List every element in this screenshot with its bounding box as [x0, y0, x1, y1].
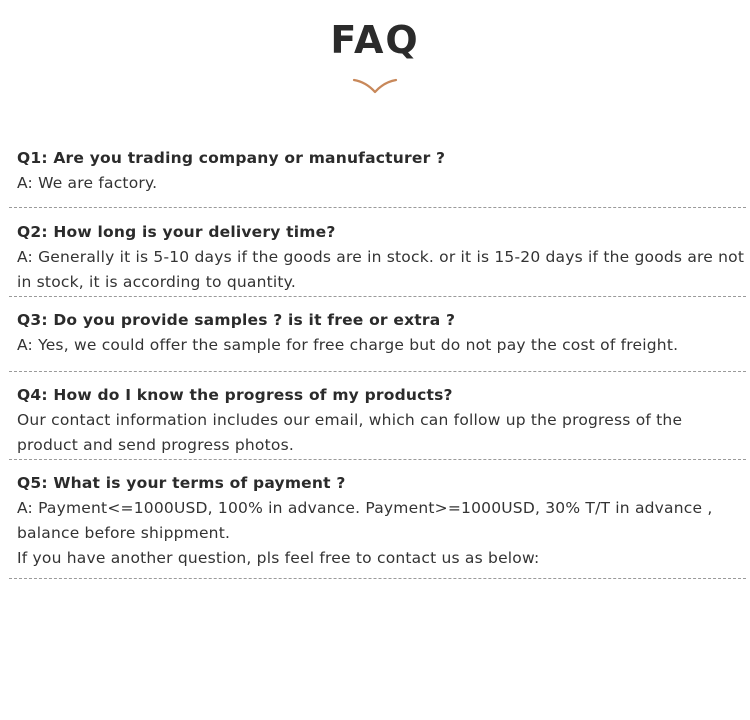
faq-item-4: [9, 372, 746, 460]
faq-answer: A: Yes, we could offer the sample for free charge but do not pay the cost of freight.: [17, 336, 679, 354]
faq-answer: A: Payment<=1000USD, 100% in advance. Payment>=1000USD, 30% T/T in advance , balance before shippment.: [17, 499, 713, 542]
faq-item-3: [9, 297, 746, 372]
faq-list: [9, 146, 746, 579]
faq-item-1: [9, 146, 746, 208]
faq-question: Q5: What is your terms of payment ?: [17, 474, 346, 492]
faq-header: [0, 0, 750, 110]
faq-question: Q4: How do I know the progress of my products?: [17, 386, 453, 404]
faq-answer: Our contact information includes our email, which can follow up the progress of the product and send progress photos.: [17, 411, 683, 454]
faq-answer: A: We are factory.: [17, 174, 158, 192]
faq-item-5: [9, 460, 746, 579]
faq-question: Q3: Do you provide samples ? is it free or extra ?: [17, 311, 456, 329]
faq-question: Q2: How long is your delivery time?: [17, 223, 336, 241]
chevron-down-icon: [352, 76, 398, 98]
page-title: FAQ: [330, 18, 420, 62]
faq-item-2: [9, 208, 746, 297]
faq-answer: A: Generally it is 5-10 days if the goods are in stock. or it is 15-20 days if the goods are not in stock, it is according to quantity.: [17, 248, 745, 291]
faq-contact-note: If you have another question, pls feel free to contact us as below:: [17, 549, 540, 567]
faq-question: Q1: Are you trading company or manufacturer ?: [17, 149, 446, 167]
